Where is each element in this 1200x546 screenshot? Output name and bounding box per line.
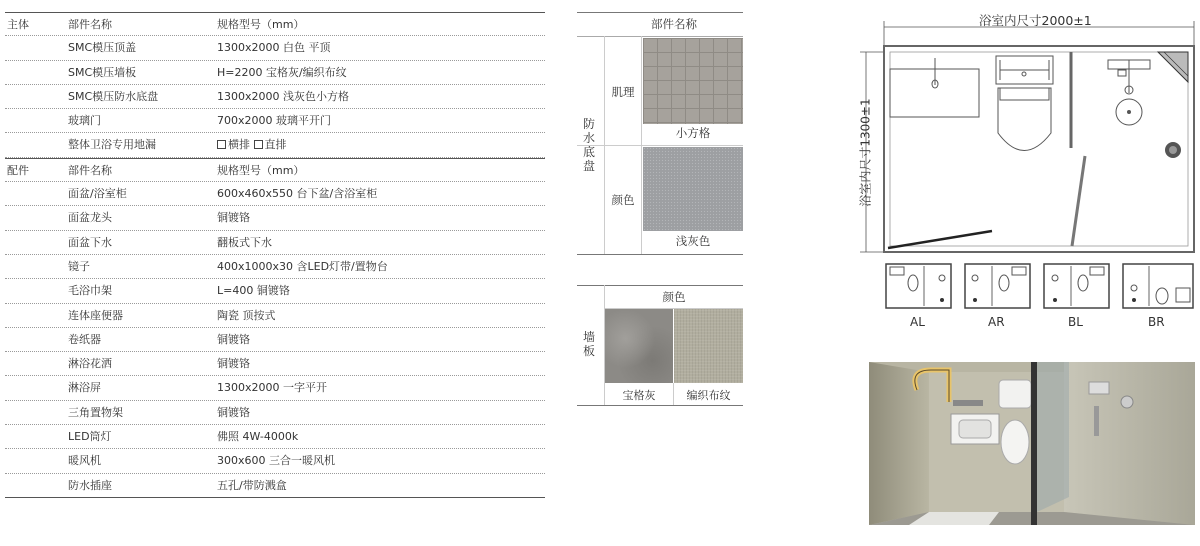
layout-label: BR xyxy=(1148,315,1165,329)
light-grey-swatch xyxy=(643,147,743,231)
row-spec: 陶瓷 顶按式 xyxy=(217,308,276,322)
category-main: 主体 xyxy=(7,18,29,31)
row-spec: 1300x2000 浅灰色小方格 xyxy=(217,89,349,103)
drain-options xyxy=(217,133,287,157)
row-name: 整体卫浴专用地漏 xyxy=(68,138,156,152)
main-header-row xyxy=(5,12,545,36)
layout-label: AL xyxy=(910,315,925,329)
material-panel xyxy=(577,12,743,407)
layout-al-icon xyxy=(886,264,951,308)
row-spec: 铜镀铬 xyxy=(217,332,250,346)
texture-label: 肌理 xyxy=(611,85,635,99)
bao-grey-swatch xyxy=(605,309,673,383)
table-row xyxy=(5,425,545,449)
layout-ar-icon xyxy=(965,264,1030,308)
row-spec: 600x460x550 台下盆/含浴室柜 xyxy=(217,187,378,201)
floor-plan-drawing xyxy=(846,8,1198,338)
row-spec: 铜镀铬 xyxy=(217,405,250,419)
row-spec: 300x600 三合一暖风机 xyxy=(217,454,335,468)
row-name: 面盆下水 xyxy=(68,235,112,249)
woven-fabric-swatch xyxy=(674,309,743,383)
checkbox-icon xyxy=(217,140,226,149)
table-row xyxy=(5,109,545,133)
checkbox-icon xyxy=(254,140,263,149)
row-name: 卷纸器 xyxy=(68,332,101,346)
table-row xyxy=(5,401,545,425)
row-spec: L=400 铜镀铬 xyxy=(217,284,290,298)
material-header: 部件名称 xyxy=(651,17,697,31)
row-spec: 铜镀铬 xyxy=(217,357,250,371)
layout-label: BL xyxy=(1068,315,1083,329)
header-name: 部件名称 xyxy=(68,18,112,31)
table-row xyxy=(5,304,545,328)
tile-texture-swatch xyxy=(643,38,743,124)
header-name: 部件名称 xyxy=(68,163,112,177)
category-accessory: 配件 xyxy=(7,163,29,177)
header-spec: 规格型号（mm） xyxy=(217,163,305,177)
wall-group-label: 墙板 xyxy=(582,330,595,358)
row-spec: 1300x2000 白色 平顶 xyxy=(217,41,331,55)
row-name: 连体座便器 xyxy=(68,308,123,322)
acc-header-row xyxy=(5,158,545,182)
layout-label: AR xyxy=(988,315,1005,329)
wall-swatch-name: 宝格灰 xyxy=(622,389,656,402)
table-row xyxy=(5,255,545,279)
row-spec: 1300x2000 一字平开 xyxy=(217,381,327,395)
drain-option-vertical: 直排 xyxy=(264,138,287,152)
row-name: 淋浴花洒 xyxy=(68,357,112,371)
table-row xyxy=(5,133,545,157)
table-row xyxy=(5,449,545,473)
spec-table xyxy=(5,12,545,498)
height-dimension: 浴室内尺寸1300±1 xyxy=(858,98,873,207)
row-spec: 400x1000x30 含LED灯带/置物台 xyxy=(217,259,388,273)
width-dimension: 浴室内尺寸2000±1 xyxy=(979,13,1092,28)
row-name: 镜子 xyxy=(68,259,90,273)
table-row xyxy=(5,352,545,376)
bathroom-render-photo xyxy=(869,362,1195,525)
row-spec: 700x2000 玻璃平开门 xyxy=(217,114,331,128)
row-name: 防水插座 xyxy=(68,478,112,492)
table-row xyxy=(5,279,545,303)
table-row xyxy=(5,376,545,400)
row-spec: 五孔/带防溅盒 xyxy=(217,478,287,492)
row-name: SMC模压顶盖 xyxy=(68,41,137,55)
row-spec: 翻板式下水 xyxy=(217,235,272,249)
table-row xyxy=(5,36,545,60)
row-name: 三角置物架 xyxy=(68,405,123,419)
layout-bl-icon xyxy=(1044,264,1109,308)
row-spec: 铜镀铬 xyxy=(217,211,250,225)
floor-plan xyxy=(846,8,1198,342)
row-name: SMC模压防水底盘 xyxy=(68,89,159,103)
row-name: 面盆/浴室柜 xyxy=(68,187,127,201)
drain-option-horizontal: 横排 xyxy=(228,138,250,152)
table-row xyxy=(5,474,545,498)
row-name: SMC模压墙板 xyxy=(68,65,137,79)
header-spec: 规格型号（mm） xyxy=(217,18,305,31)
color-name: 浅灰色 xyxy=(675,234,711,248)
wall-swatch-name: 编织布纹 xyxy=(686,389,731,402)
row-name: 毛浴巾架 xyxy=(68,284,112,298)
row-name: 淋浴屏 xyxy=(68,381,101,395)
row-spec: 佛照 4W-4000k xyxy=(217,430,299,444)
table-row xyxy=(5,231,545,255)
table-row xyxy=(5,85,545,109)
row-spec: H=2200 宝格灰/编织布纹 xyxy=(217,65,347,79)
table-row xyxy=(5,206,545,230)
row-name: LED筒灯 xyxy=(68,430,112,444)
table-row xyxy=(5,61,545,85)
texture-name: 小方格 xyxy=(675,126,711,140)
floor-group-label: 防水底盘 xyxy=(582,117,595,173)
table-row xyxy=(5,328,545,352)
wall-color-header: 颜色 xyxy=(662,290,686,304)
row-name: 面盆龙头 xyxy=(68,211,112,225)
table-row xyxy=(5,182,545,206)
color-label: 颜色 xyxy=(611,193,635,207)
row-name: 暖风机 xyxy=(68,454,101,468)
layout-br-icon xyxy=(1123,264,1193,308)
row-name: 玻璃门 xyxy=(68,114,101,128)
